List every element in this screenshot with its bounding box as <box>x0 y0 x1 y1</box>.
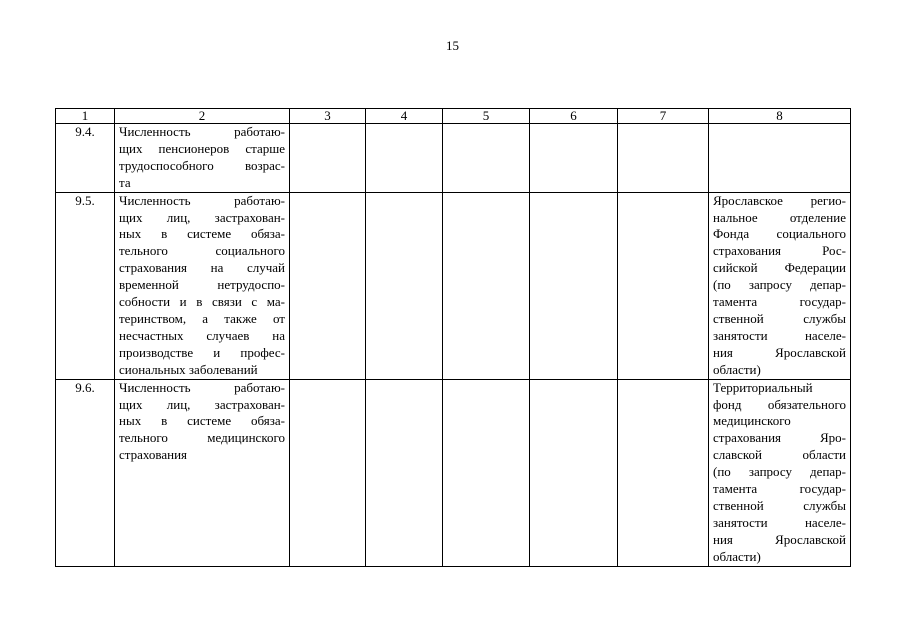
column-header-7: 7 <box>618 109 709 124</box>
indicator-line: временной нетрудоспо- <box>119 277 285 293</box>
table-row <box>56 124 851 193</box>
indicator-line: Численность работаю- <box>119 192 285 208</box>
source-line: (по запросу депар- <box>713 277 846 293</box>
indicator-cell <box>115 192 290 379</box>
source-line: медицинского <box>713 413 791 429</box>
page-number: 15 <box>446 38 459 53</box>
indicator-line: несчастных случаев на <box>119 327 285 343</box>
empty-cell-col-5 <box>443 379 530 566</box>
column-header-8: 8 <box>709 109 851 124</box>
source-cell <box>709 192 851 379</box>
table-row <box>56 379 851 566</box>
column-header-2: 2 <box>115 109 290 124</box>
source-line: Территориальный <box>713 379 813 395</box>
source-line: нальное отделение <box>713 209 846 225</box>
empty-cell-col-3 <box>290 192 366 379</box>
indicator-line: производстве и профес- <box>119 344 285 360</box>
indicator-line: собности и в связи с ма- <box>119 294 285 310</box>
empty-cell-col-4 <box>366 124 443 193</box>
empty-cell-col-5 <box>443 124 530 193</box>
indicator-line: теринством, а также от <box>119 310 285 326</box>
indicator-line: щих пенсионеров старше <box>119 140 285 156</box>
empty-cell-col-7 <box>618 124 709 193</box>
source-line: области) <box>713 361 761 377</box>
column-header-1: 1 <box>56 109 115 124</box>
table-header-row <box>56 109 851 124</box>
source-line: славской области <box>713 447 846 463</box>
source-line: ния Ярославской <box>713 531 846 547</box>
empty-cell-col-5 <box>443 192 530 379</box>
indicator-line: тельного социального <box>119 243 285 259</box>
source-line: Ярославское регио- <box>713 192 846 208</box>
indicator-line: ных в системе обяза- <box>119 226 285 242</box>
empty-cell-col-7 <box>618 379 709 566</box>
empty-cell-col-4 <box>366 379 443 566</box>
data-table <box>55 108 851 567</box>
column-header-6: 6 <box>530 109 618 124</box>
source-line: Фонда социального <box>713 226 846 242</box>
source-line: фонд обязательного <box>713 396 846 412</box>
empty-cell-col-3 <box>290 379 366 566</box>
source-line: занятости населе- <box>713 514 846 530</box>
source-line: области) <box>713 548 761 564</box>
column-header-3: 3 <box>290 109 366 124</box>
indicator-cell <box>115 124 290 193</box>
source-line: страхования Рос- <box>713 243 846 259</box>
source-line: ственной службы <box>713 310 846 326</box>
source-cell <box>709 379 851 566</box>
source-line: ния Ярославской <box>713 344 846 360</box>
empty-cell-col-6 <box>530 379 618 566</box>
indicator-line: щих лиц, застрахован- <box>119 209 285 225</box>
row-number: 9.4. <box>56 124 115 193</box>
empty-cell-col-4 <box>366 192 443 379</box>
source-cell <box>709 124 851 193</box>
column-header-5: 5 <box>443 109 530 124</box>
indicator-line: та <box>119 174 131 190</box>
indicator-line: страхования на случай <box>119 260 285 276</box>
table-body <box>56 124 851 567</box>
indicator-line: ных в системе обяза- <box>119 413 285 429</box>
source-line: страхования Яро- <box>713 430 846 446</box>
indicator-line: тельного медицинского <box>119 430 285 446</box>
indicator-line: щих лиц, застрахован- <box>119 396 285 412</box>
source-line: ственной службы <box>713 497 846 513</box>
indicator-line: трудоспособного возрас- <box>119 157 285 173</box>
source-line: тамента государ- <box>713 481 846 497</box>
source-line: сийской Федерации <box>713 260 846 276</box>
row-number: 9.6. <box>56 379 115 566</box>
indicator-cell <box>115 379 290 566</box>
source-line: (по запросу депар- <box>713 464 846 480</box>
empty-cell-col-6 <box>530 124 618 193</box>
source-line: занятости населе- <box>713 327 846 343</box>
source-line: тамента государ- <box>713 294 846 310</box>
indicator-line: Численность работаю- <box>119 124 285 139</box>
indicator-line: сиональных заболеваний <box>119 361 258 377</box>
column-header-4: 4 <box>366 109 443 124</box>
empty-cell-col-7 <box>618 192 709 379</box>
indicator-line: Численность работаю- <box>119 379 285 395</box>
row-number: 9.5. <box>56 192 115 379</box>
indicator-line: страхования <box>119 447 188 463</box>
table-row <box>56 192 851 379</box>
empty-cell-col-3 <box>290 124 366 193</box>
empty-cell-col-6 <box>530 192 618 379</box>
